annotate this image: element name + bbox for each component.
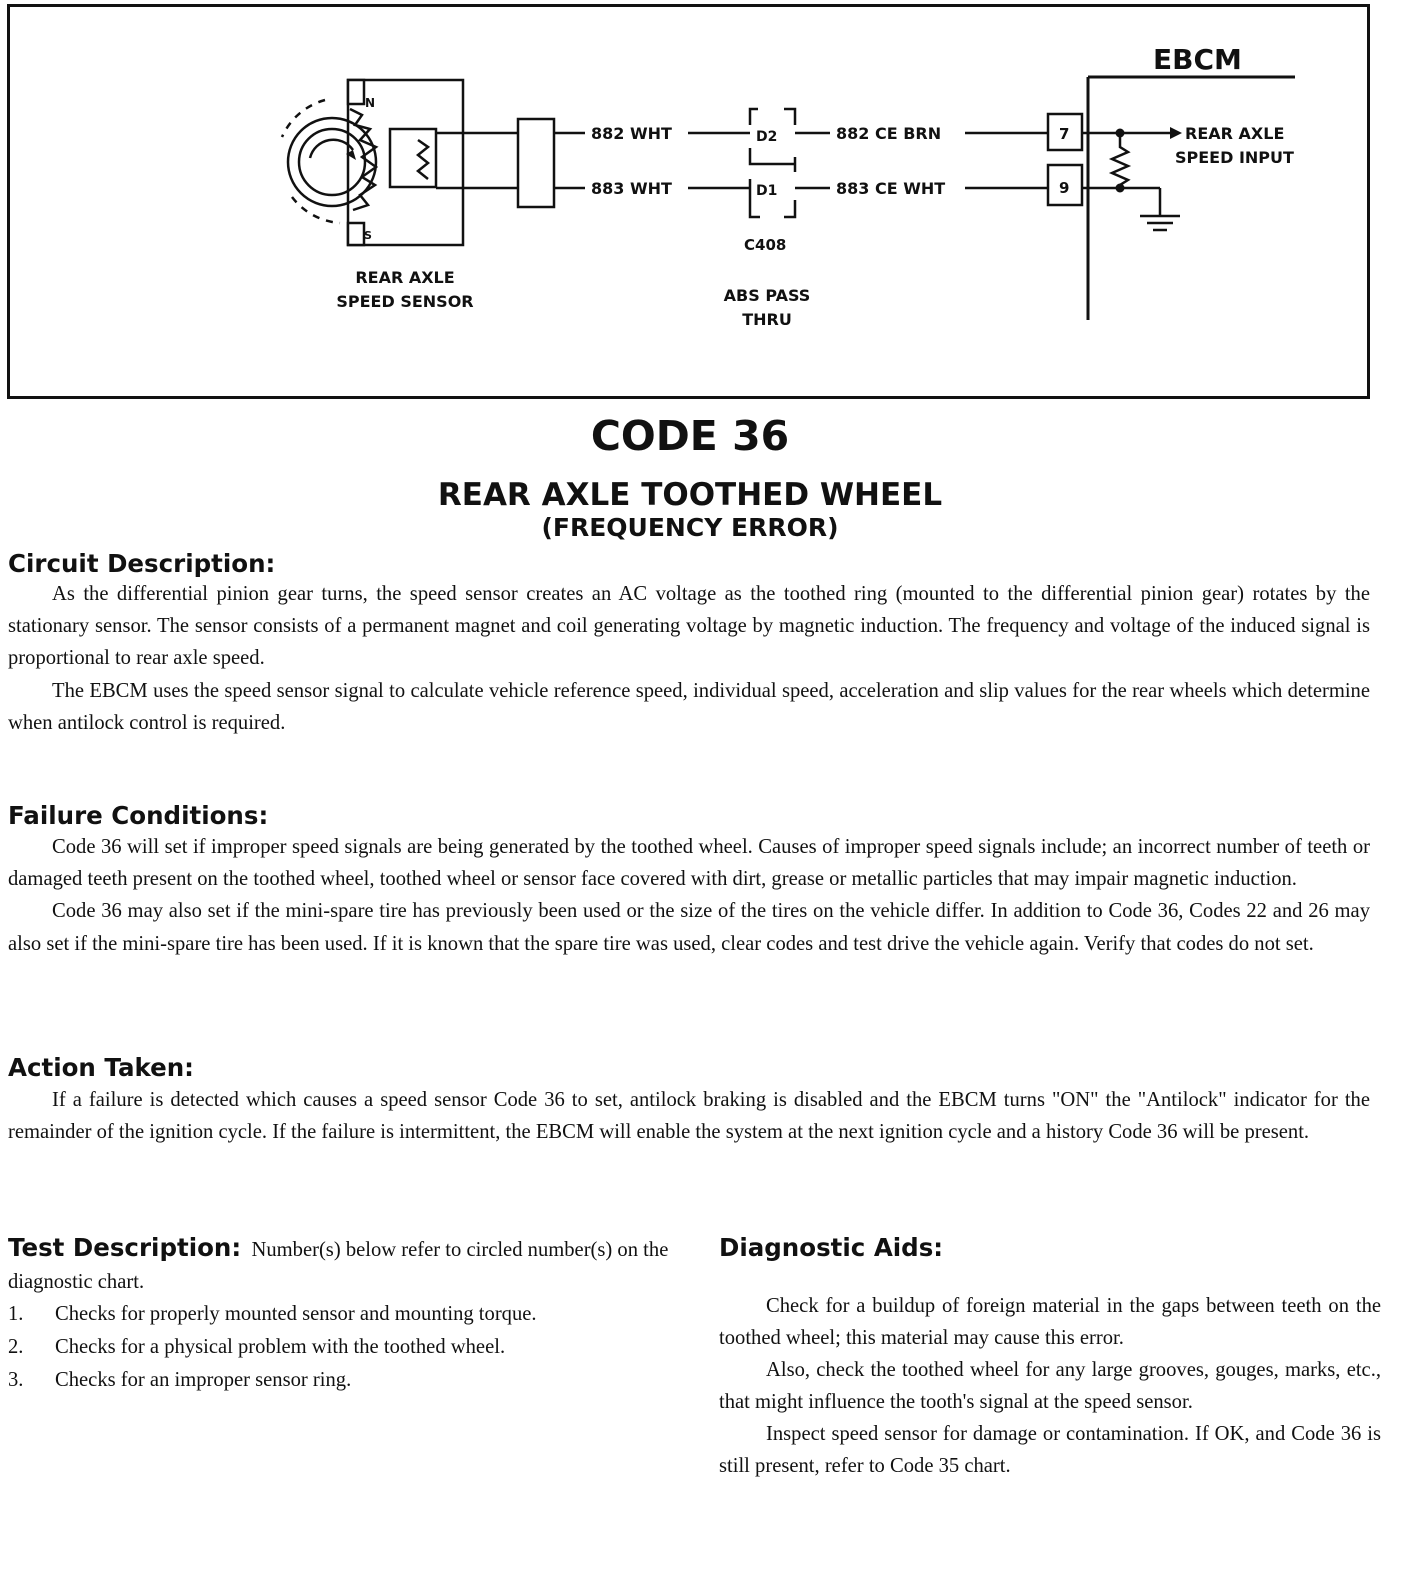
test-description-intro-line: [8, 1232, 672, 1298]
ebcm-label: EBCM: [1153, 43, 1242, 76]
ebcm-resistor: [1112, 133, 1128, 188]
test-item-number: 2.: [8, 1336, 24, 1358]
action-taken-paragraph: If a failure is detected which causes a speed sensor Code 36 to set, antilock braking is disabled and the EBCM turns "ON" the "Antilock" indicator for the remainder of the ignition cycle. If the failure is intermittent, the EBCM will enable the system at the next ignition cycle and a history Code 36 will be present.: [8, 1089, 1370, 1144]
test-item-text: Checks for a physical problem with the toothed wheel.: [55, 1336, 506, 1358]
wiring-diagram-svg: [10, 7, 1373, 402]
test-list: [8, 1298, 672, 1396]
test-item-text: Checks for properly mounted sensor and mounting torque.: [55, 1303, 537, 1325]
diagnostic-aids-text: [719, 1290, 1381, 1482]
sensor-pin-s: S: [364, 229, 372, 242]
test-item-text: Checks for an improper sensor ring.: [55, 1369, 352, 1391]
input-label-line1: REAR AXLE: [1185, 124, 1285, 143]
pass-thru-line2: THRU: [742, 310, 792, 329]
wire-882-ce-brn: 882 CE BRN: [836, 124, 942, 143]
test-item: [8, 1298, 672, 1330]
test-description: [8, 1232, 672, 1397]
failure-conditions-paragraph: Code 36 will set if improper speed signals are being generated by the toothed wheel. Causes of improper speed signals include; an incorrect number of teeth or damaged teeth present on the toothed wheel, toothed wheel or sensor face covered with dirt, grease or metallic particles that may impair magnetic induction.: [8, 836, 1370, 891]
connector-c408: C408: [744, 236, 787, 254]
sensor-n-pole: [348, 80, 364, 104]
circuit-description-paragraph: The EBCM uses the speed sensor signal to calculate vehicle reference speed, individual speed, acceleration and slip values for the rear wheels which determine when antilock control is required.: [8, 679, 1370, 734]
failure-conditions-text: [8, 831, 1370, 960]
wheel-motion-arc-bottom: [292, 197, 340, 223]
sensor-s-pole: [348, 223, 364, 245]
page-subtitle: REAR AXLE TOOTHED WHEEL: [437, 477, 943, 513]
test-item-number: 3.: [8, 1369, 24, 1391]
test-description-heading: Test Description:: [8, 1233, 242, 1262]
circuit-description-text: [8, 578, 1370, 739]
wire-882-wht: 882 WHT: [591, 124, 672, 143]
circuit-description-paragraph: As the differential pinion gear turns, the speed sensor creates an AC voltage as the toothed ring (mounted to the differential pinion gear) rotates by the stationary sensor. The sensor consists of a permanent magnet and coil generating voltage by magnetic induction. The frequency and voltage of the induced signal is proportional to rear axle speed.: [8, 583, 1370, 670]
sensor-label-line2: SPEED SENSOR: [336, 292, 474, 311]
input-label-line2: SPEED INPUT: [1175, 148, 1294, 167]
pass-thru-line1: ABS PASS: [723, 286, 811, 305]
wire-883-wht: 883 WHT: [591, 179, 672, 198]
action-taken-text: [8, 1084, 1370, 1148]
test-item: [8, 1364, 672, 1396]
wiring-diagram: [7, 4, 1370, 399]
sensor-pin-n: N: [365, 96, 376, 110]
diagnostic-aids-heading: Diagnostic Aids:: [719, 1233, 944, 1262]
failure-conditions-heading: Failure Conditions:: [8, 801, 269, 830]
sensor-magnet: [390, 129, 436, 187]
diagnostic-aids-paragraph: Also, check the toothed wheel for any large grooves, gouges, marks, etc., that might influence the tooth's signal at the speed sensor.: [719, 1359, 1381, 1413]
pin-7-label: 7: [1059, 125, 1070, 143]
pin-9-label: 9: [1059, 179, 1070, 197]
circuit-description-heading: Circuit Description:: [8, 549, 276, 578]
diagnostic-aids: [719, 1232, 1381, 1482]
test-item: [8, 1331, 672, 1363]
action-taken-heading: Action Taken:: [8, 1053, 194, 1082]
diagnostic-aids-paragraph: Inspect speed sensor for damage or contamination. If OK, and Code 36 is still present, refer to Code 35 chart.: [719, 1423, 1381, 1477]
sensor-label-line1: REAR AXLE: [355, 268, 455, 287]
test-item-number: 1.: [8, 1303, 24, 1325]
test-description-intro: Number(s) below refer to circled number(s) on the diagnostic chart.: [8, 1239, 669, 1293]
diagnostic-aids-paragraph: Check for a buildup of foreign material in the gaps between teeth on the toothed wheel; this material may cause this error.: [719, 1295, 1381, 1349]
page-subtitle-qualifier: (FREQUENCY ERROR): [541, 513, 839, 542]
connector-d2: D2: [756, 129, 778, 145]
connector-d1: D1: [756, 183, 778, 199]
sensor-connector: [518, 119, 554, 207]
rotation-arrow-icon: [310, 140, 353, 158]
sensor-coil: [418, 140, 428, 179]
failure-conditions-paragraph: Code 36 may also set if the mini-spare tire has previously been used or the size of the tires on the vehicle differ. In addition to Code 36, Codes 22 and 26 may also set if the mini-spare tire has been used. If it is known that the spare tire was used, clear codes and test drive the vehicle again. Verify that codes do not set.: [8, 900, 1370, 955]
page-title: CODE 36: [590, 412, 790, 460]
wire-883-ce-wht: 883 CE WHT: [836, 179, 946, 198]
speed-input-arrow-icon: [1170, 127, 1182, 139]
